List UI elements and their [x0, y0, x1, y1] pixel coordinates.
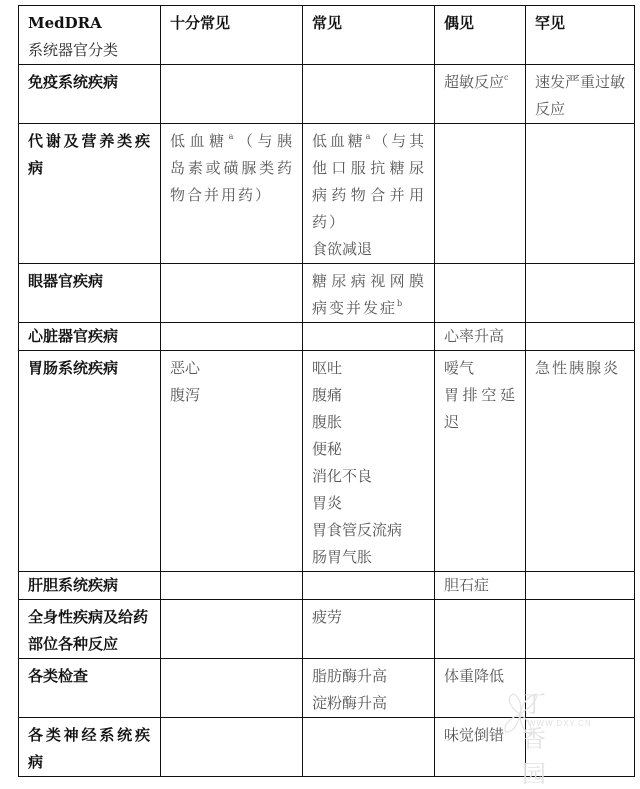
header-rare: 罕见 — [526, 6, 635, 65]
header-common: 常见 — [303, 6, 435, 65]
very-common-cell — [161, 65, 303, 124]
watermark-brand: 丁香园 — [522, 691, 548, 788]
term: 肠胃气胀 — [312, 548, 373, 566]
header-soc-label: 系统器官分类 — [28, 41, 119, 59]
soc-cell: 各类检查 — [19, 659, 161, 718]
term: 腹痛 — [312, 386, 343, 404]
soc-cell: 免疫系统疾病 — [19, 65, 161, 124]
term: 淀粉酶升高 — [312, 694, 388, 712]
header-very-common: 十分常见 — [161, 6, 303, 65]
footnote-marker: a — [228, 132, 236, 141]
very-common-cell — [161, 572, 303, 600]
uncommon-cell — [435, 600, 526, 659]
very-common-cell — [161, 600, 303, 659]
common-cell — [303, 572, 435, 600]
soc-cell: 胃肠系统疾病 — [19, 351, 161, 572]
rare-cell: 速发严重过敏反应 — [526, 65, 635, 124]
term: 便秘 — [312, 440, 343, 458]
soc-cell: 眼器官疾病 — [19, 264, 161, 323]
term-note: （与胰岛素或磺脲类药物合并用药） — [170, 132, 294, 204]
term: 恶心 — [170, 359, 201, 377]
soc-cell: 代谢及营养类疾病 — [19, 124, 161, 264]
table-row — [19, 572, 635, 600]
term: 超敏反应 — [444, 73, 505, 91]
rare-cell — [526, 572, 635, 600]
header-uncommon: 偶见 — [435, 6, 526, 65]
table-row — [19, 600, 635, 659]
very-common-cell — [161, 659, 303, 718]
uncommon-cell — [435, 124, 526, 264]
rare-cell — [526, 323, 635, 351]
soc-cell: 肝胆系统疾病 — [19, 572, 161, 600]
uncommon-cell: 味觉倒错 — [435, 718, 526, 777]
term: 消化不良 — [312, 467, 373, 485]
header-soc — [19, 6, 161, 65]
rare-cell — [526, 124, 635, 264]
common-cell: 疲劳 — [303, 600, 435, 659]
very-common-cell — [161, 124, 303, 264]
rare-cell — [526, 600, 635, 659]
term: 胃炎 — [312, 494, 343, 512]
common-cell — [303, 718, 435, 777]
uncommon-cell — [435, 351, 526, 572]
term: 低血糖 — [312, 132, 366, 150]
table-header-row — [19, 6, 635, 65]
table-row — [19, 264, 635, 323]
term: 呕吐 — [312, 359, 343, 377]
uncommon-cell: 胆石症 — [435, 572, 526, 600]
footnote-marker: b — [397, 299, 405, 308]
term: 食欲减退 — [312, 240, 373, 258]
common-cell — [303, 264, 435, 323]
common-cell — [303, 351, 435, 572]
uncommon-cell: 心率升高 — [435, 323, 526, 351]
term: 糖尿病视网膜病变并发症 — [312, 272, 426, 317]
watermark-url: WWW.DXY.CN — [528, 719, 592, 728]
common-cell — [303, 124, 435, 264]
table-row — [19, 323, 635, 351]
term: 胃食管反流病 — [312, 521, 403, 539]
rare-cell — [526, 264, 635, 323]
uncommon-cell — [435, 264, 526, 323]
footnote-marker: a — [365, 132, 373, 141]
very-common-cell — [161, 718, 303, 777]
term: 嗳气 — [444, 359, 475, 377]
uncommon-cell — [435, 65, 526, 124]
table-row — [19, 65, 635, 124]
term: 胃排空延迟 — [444, 386, 517, 431]
soc-cell: 各类神经系统疾病 — [19, 718, 161, 777]
header-meddra: MedDRA — [28, 14, 102, 32]
term: 腹胀 — [312, 413, 343, 431]
common-cell — [303, 65, 435, 124]
watermark-logo — [500, 691, 592, 788]
common-cell — [303, 659, 435, 718]
adverse-reactions-table — [18, 5, 635, 777]
term: 脂肪酶升高 — [312, 667, 388, 685]
table-row — [19, 124, 635, 264]
very-common-cell — [161, 351, 303, 572]
soc-cell: 全身性疾病及给药部位各种反应 — [19, 600, 161, 659]
term: 腹泻 — [170, 386, 201, 404]
very-common-cell — [161, 264, 303, 323]
very-common-cell — [161, 323, 303, 351]
footnote-marker: c — [504, 73, 509, 82]
common-cell — [303, 323, 435, 351]
uncommon-cell: 体重降低 — [435, 659, 526, 718]
table-row — [19, 351, 635, 572]
term-note: （与其他口服抗糖尿病药物合并用药） — [312, 132, 426, 231]
rare-cell: 急性胰腺炎 — [526, 351, 635, 572]
term: 低血糖 — [170, 132, 229, 150]
soc-cell: 心脏器官疾病 — [19, 323, 161, 351]
